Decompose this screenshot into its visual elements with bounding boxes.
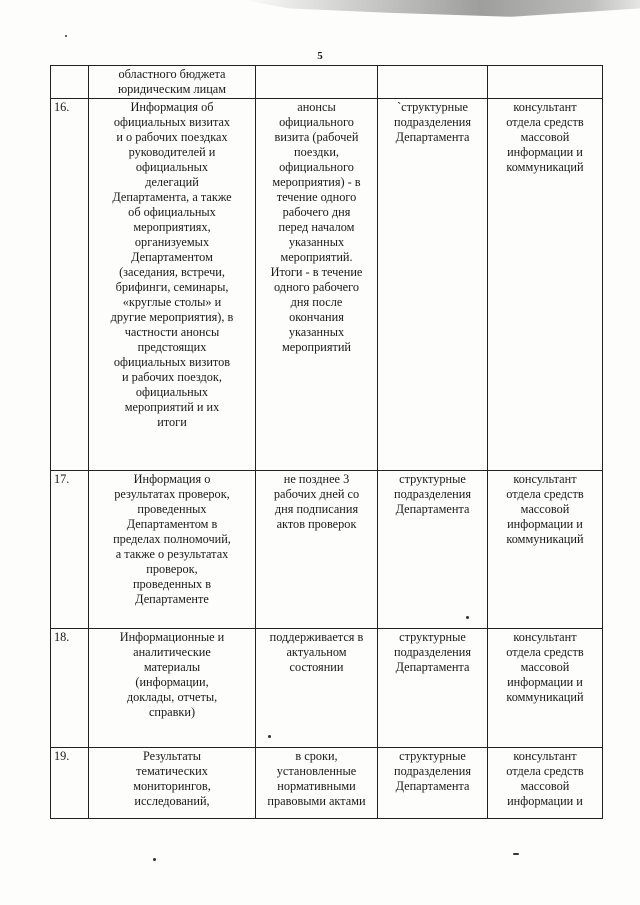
row-number: 18.: [51, 629, 89, 748]
period-cell: поддерживается в актуальном состоянии: [256, 629, 378, 748]
table-row: [51, 471, 603, 629]
scan-speck: [65, 35, 67, 37]
responsible-person-cell: [488, 66, 603, 99]
info-cell: Информация о результатах проверок, проведенных Департаментом в пределах полномочий, а также о результатах проверок, проведенных в Департаменте: [89, 471, 256, 629]
row-number: 17.: [51, 471, 89, 629]
info-cell: Информация об официальных визитах и о рабочих поездках руководителей и официальных делегаций Департамента, а также об официальных мероприятиях, организуемых Департаментом (заседания, встречи, брифинги, семинары, «круглые столы» и другие мероприятия), в частности анонсы предстоящих официальных визитов и рабочих поездок, официальных мероприятий и их итоги: [89, 99, 256, 471]
scan-speck: [466, 616, 469, 619]
row-number: 16.: [51, 99, 89, 471]
period-cell: не позднее 3 рабочих дней со дня подписания актов проверок: [256, 471, 378, 629]
responsible-unit-cell: структурные подразделения Департамента: [378, 471, 488, 629]
row-number: [51, 66, 89, 99]
scan-speck: [153, 858, 156, 861]
page-number: 5: [317, 50, 323, 62]
responsible-unit-cell: `структурные подразделения Департамента: [378, 99, 488, 471]
responsible-person-cell: консультант отдела средств массовой информации и: [488, 748, 603, 819]
table-row: [51, 629, 603, 748]
table-row: [51, 748, 603, 819]
period-cell: анонсы официального визита (рабочей поездки, официального мероприятия) - в течение одного рабочего дня перед началом указанных мероприятий. Итоги - в течение одного рабочего дня после окончания указанных мероприятий: [256, 99, 378, 471]
responsible-person-cell: консультант отдела средств массовой информации и коммуникаций: [488, 629, 603, 748]
scan-shadow: [0, 0, 640, 28]
responsible-unit-cell: структурные подразделения Департамента: [378, 748, 488, 819]
info-table: [50, 65, 603, 819]
scan-speck: [268, 735, 271, 738]
info-cell: областного бюджета юридическим лицам: [89, 66, 256, 99]
info-cell: Результаты тематических мониторингов, исследований,: [89, 748, 256, 819]
period-cell: в сроки, установленные нормативными правовыми актами: [256, 748, 378, 819]
info-cell: Информационные и аналитические материалы (информации, доклады, отчеты, справки): [89, 629, 256, 748]
responsible-unit-cell: структурные подразделения Департамента: [378, 629, 488, 748]
scan-speck: [513, 853, 519, 855]
table-row: [51, 99, 603, 471]
responsible-unit-cell: [378, 66, 488, 99]
row-number: 19.: [51, 748, 89, 819]
responsible-person-cell: консультант отдела средств массовой информации и коммуникаций: [488, 471, 603, 629]
period-cell: [256, 66, 378, 99]
responsible-person-cell: консультант отдела средств массовой информации и коммуникаций: [488, 99, 603, 471]
table-row: [51, 66, 603, 99]
